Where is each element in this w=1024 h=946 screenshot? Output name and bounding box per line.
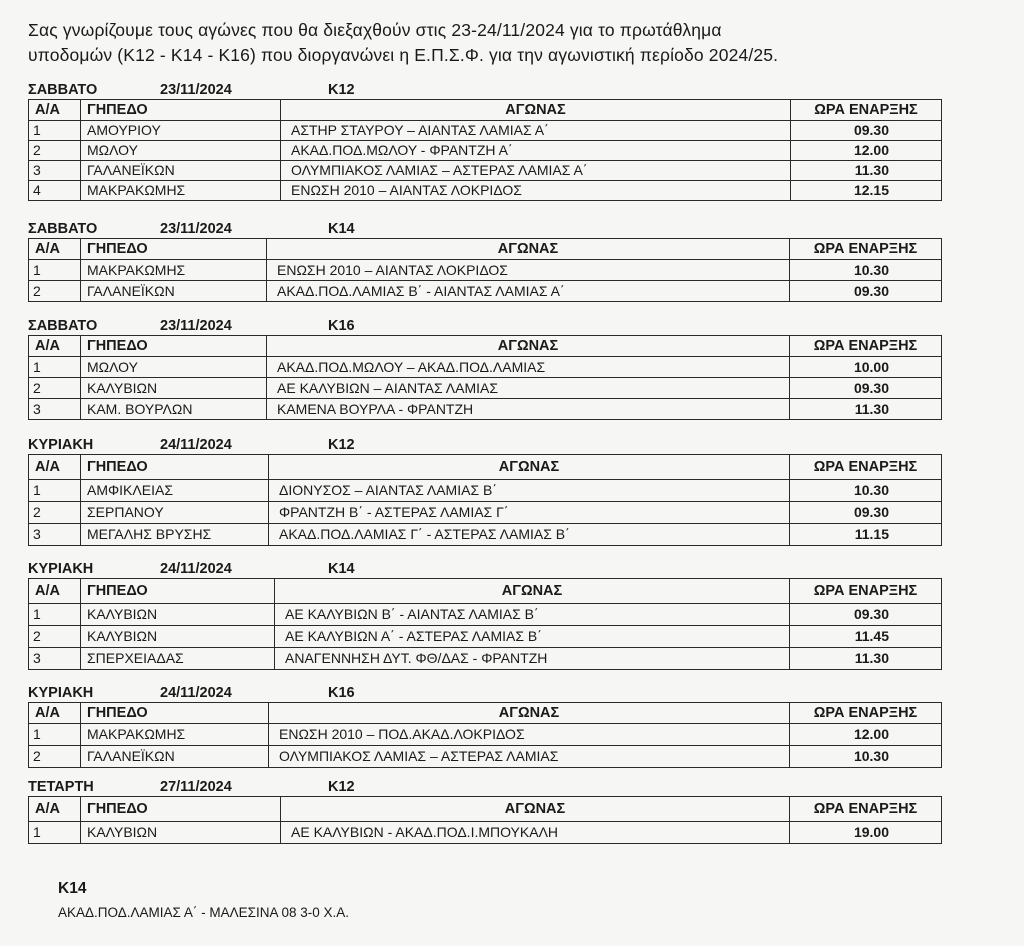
header-match: ΑΓΩΝΑΣ [267, 239, 790, 260]
cell-time: 09.30 [790, 378, 942, 399]
table-row [29, 480, 942, 502]
header-time: ΩΡΑ ΕΝΑΡΞΗΣ [790, 703, 942, 724]
section-heading [28, 561, 941, 578]
table-row [29, 746, 942, 768]
cell-stadium: ΜΩΛΟΥ [81, 357, 267, 378]
section-cat: Κ12 [328, 82, 355, 98]
notes-category: Κ14 [58, 880, 87, 897]
section-heading [28, 685, 941, 702]
section-cat: Κ12 [328, 437, 355, 453]
cell-match: ΑΚΑΔ.ΠΟΔ.ΛΑΜΙΑΣ Γ΄ - ΑΣΤΕΡΑΣ ΛΑΜΙΑΣ Β΄ [269, 524, 790, 546]
table-row [29, 626, 942, 648]
table-row [29, 378, 942, 399]
table-row [29, 399, 942, 420]
header-aa: Α/Α [29, 100, 81, 121]
cell-aa: 1 [29, 357, 81, 378]
section-cat: Κ14 [328, 221, 355, 237]
cell-time: 10.30 [790, 480, 942, 502]
header-stadium: ΓΗΠΕΔΟ [81, 239, 267, 260]
cell-stadium: ΜΩΛΟΥ [81, 141, 281, 161]
cell-time: 11.45 [790, 626, 942, 648]
header-aa: Α/Α [29, 797, 81, 822]
cell-stadium: ΑΜΦΙΚΛΕΙΑΣ [81, 480, 269, 502]
intro-line-1: Σας γνωρίζουμε τους αγώνες που θα διεξαχθούν στις 23-24/11/2024 για το πρωτάθλημα [28, 20, 722, 40]
table-row [29, 648, 942, 670]
cell-time: 09.30 [790, 604, 942, 626]
table-row [29, 121, 942, 141]
section-heading [28, 437, 941, 454]
table-row [29, 181, 942, 201]
section-cat: Κ14 [328, 561, 355, 577]
cell-time: 11.30 [790, 399, 942, 420]
schedule-table [28, 238, 942, 302]
cell-match: ΑΕ ΚΑΛΥΒΙΩΝ - ΑΚΑΔ.ΠΟΔ.Ι.ΜΠΟΥΚΑΛΗ [281, 822, 790, 844]
cell-time: 11.30 [790, 648, 942, 670]
cell-match: ΕΝΩΣΗ 2010 – ΑΙΑΝΤΑΣ ΛΟΚΡΙΔΟΣ [281, 181, 791, 201]
table-row [29, 141, 942, 161]
schedule-table [28, 578, 942, 670]
header-aa: Α/Α [29, 336, 81, 357]
cell-stadium: ΚΑΛΥΒΙΩΝ [81, 626, 275, 648]
section-4 [28, 437, 941, 546]
table-header-row [29, 703, 942, 724]
schedule-table [28, 454, 942, 546]
cell-stadium: ΜΑΚΡΑΚΩΜΗΣ [81, 724, 269, 746]
cell-time: 10.30 [790, 260, 942, 281]
cell-aa: 3 [29, 399, 81, 420]
table-row [29, 724, 942, 746]
cell-match: ΑΚΑΔ.ΠΟΔ.ΛΑΜΙΑΣ Β΄ - ΑΙΑΝΤΑΣ ΛΑΜΙΑΣ Α΄ [267, 281, 790, 302]
section-date: 24/11/2024 [160, 561, 232, 577]
section-cat: Κ16 [328, 318, 355, 334]
cell-time: 19.00 [790, 822, 942, 844]
cell-stadium: ΣΕΡΠΑΝΟΥ [81, 502, 269, 524]
cell-match: ΑΚΑΔ.ΠΟΔ.ΜΩΛΟΥ - ΦΡΑΝΤΖΗ Α΄ [281, 141, 791, 161]
header-aa: Α/Α [29, 579, 81, 604]
cell-stadium: ΚΑΛΥΒΙΩΝ [81, 822, 281, 844]
section-day: ΤΕΤΑΡΤΗ [28, 779, 94, 795]
cell-time: 11.30 [791, 161, 942, 181]
header-time: ΩΡΑ ΕΝΑΡΞΗΣ [790, 455, 942, 480]
cell-match: ΑΣΤΗΡ ΣΤΑΥΡΟΥ – ΑΙΑΝΤΑΣ ΛΑΜΙΑΣ Α΄ [281, 121, 791, 141]
cell-aa: 2 [29, 626, 81, 648]
notes-result: ΑΚΑΔ.ΠΟΔ.ΛΑΜΙΑΣ Α΄ - ΜΑΛΕΣΙΝΑ 08 3-0 Χ.Α. [58, 905, 350, 920]
cell-match: ΚΑΜΕΝΑ ΒΟΥΡΛΑ - ΦΡΑΝΤΖΗ [267, 399, 790, 420]
cell-aa: 2 [29, 502, 81, 524]
intro-text [28, 18, 993, 68]
cell-aa: 2 [29, 141, 81, 161]
section-day: ΚΥΡΙΑΚΗ [28, 437, 94, 453]
cell-match: ΑΕ ΚΑΛΥΒΙΩΝ Α΄ - ΑΣΤΕΡΑΣ ΛΑΜΙΑΣ Β΄ [275, 626, 790, 648]
header-aa: Α/Α [29, 455, 81, 480]
table-header-row [29, 455, 942, 480]
table-row [29, 502, 942, 524]
cell-match: ΑΚΑΔ.ΠΟΔ.ΜΩΛΟΥ – ΑΚΑΔ.ΠΟΔ.ΛΑΜΙΑΣ [267, 357, 790, 378]
header-aa: Α/Α [29, 239, 81, 260]
section-heading [28, 82, 941, 99]
header-stadium: ΓΗΠΕΔΟ [81, 455, 269, 480]
section-date: 24/11/2024 [160, 685, 232, 701]
section-7 [28, 779, 941, 844]
schedule-table [28, 99, 942, 201]
table-row [29, 260, 942, 281]
header-time: ΩΡΑ ΕΝΑΡΞΗΣ [790, 239, 942, 260]
table-row [29, 161, 942, 181]
cell-match: ΔΙΟΝΥΣΟΣ – ΑΙΑΝΤΑΣ ΛΑΜΙΑΣ Β΄ [269, 480, 790, 502]
section-5 [28, 561, 941, 670]
cell-stadium: ΣΠΕΡΧΕΙΑΔΑΣ [81, 648, 275, 670]
cell-time: 09.30 [790, 502, 942, 524]
table-header-row [29, 336, 942, 357]
section-date: 23/11/2024 [160, 318, 232, 334]
header-aa: Α/Α [29, 703, 81, 724]
cell-aa: 4 [29, 181, 81, 201]
cell-time: 09.30 [790, 281, 942, 302]
cell-match: ΕΝΩΣΗ 2010 – ΠΟΔ.ΑΚΑΔ.ΛΟΚΡΙΔΟΣ [269, 724, 790, 746]
header-match: ΑΓΩΝΑΣ [269, 703, 790, 724]
table-header-row [29, 579, 942, 604]
section-date: 23/11/2024 [160, 221, 232, 237]
cell-stadium: ΑΜΟΥΡΙΟΥ [81, 121, 281, 141]
header-stadium: ΓΗΠΕΔΟ [81, 336, 267, 357]
table-row [29, 822, 942, 844]
section-6 [28, 685, 941, 768]
header-match: ΑΓΩΝΑΣ [275, 579, 790, 604]
table-row [29, 524, 942, 546]
header-stadium: ΓΗΠΕΔΟ [81, 797, 281, 822]
cell-stadium: ΓΑΛΑΝΕΪΚΩΝ [81, 161, 281, 181]
section-3 [28, 318, 941, 420]
cell-aa: 1 [29, 604, 81, 626]
header-time: ΩΡΑ ΕΝΑΡΞΗΣ [791, 100, 942, 121]
schedule-table [28, 796, 942, 844]
header-time: ΩΡΑ ΕΝΑΡΞΗΣ [790, 336, 942, 357]
cell-time: 10.30 [790, 746, 942, 768]
section-day: ΣΑΒΒΑΤΟ [28, 82, 98, 98]
cell-aa: 2 [29, 746, 81, 768]
cell-match: ΕΝΩΣΗ 2010 – ΑΙΑΝΤΑΣ ΛΟΚΡΙΔΟΣ [267, 260, 790, 281]
section-heading [28, 779, 941, 796]
cell-stadium: ΜΑΚΡΑΚΩΜΗΣ [81, 260, 267, 281]
cell-aa: 2 [29, 378, 81, 399]
header-time: ΩΡΑ ΕΝΑΡΞΗΣ [790, 579, 942, 604]
cell-stadium: ΜΕΓΑΛΗΣ ΒΡΥΣΗΣ [81, 524, 269, 546]
cell-aa: 2 [29, 281, 81, 302]
section-heading [28, 318, 941, 335]
cell-aa: 1 [29, 822, 81, 844]
cell-stadium: ΚΑΛΥΒΙΩΝ [81, 378, 267, 399]
section-day: ΣΑΒΒΑΤΟ [28, 318, 98, 334]
header-match: ΑΓΩΝΑΣ [267, 336, 790, 357]
cell-stadium: ΚΑΜ. ΒΟΥΡΛΩΝ [81, 399, 267, 420]
table-header-row [29, 100, 942, 121]
cell-aa: 3 [29, 648, 81, 670]
header-match: ΑΓΩΝΑΣ [269, 455, 790, 480]
section-cat: Κ16 [328, 685, 355, 701]
table-header-row [29, 797, 942, 822]
header-match: ΑΓΩΝΑΣ [281, 797, 790, 822]
section-day: ΚΥΡΙΑΚΗ [28, 561, 94, 577]
cell-match: ΑΝΑΓΕΝΝΗΣΗ ΔΥΤ. ΦΘ/ΔΑΣ - ΦΡΑΝΤΖΗ [275, 648, 790, 670]
header-stadium: ΓΗΠΕΔΟ [81, 579, 275, 604]
cell-aa: 1 [29, 121, 81, 141]
cell-time: 12.00 [790, 724, 942, 746]
table-row [29, 357, 942, 378]
header-stadium: ΓΗΠΕΔΟ [81, 703, 269, 724]
section-heading [28, 221, 941, 238]
section-day: ΚΥΡΙΑΚΗ [28, 685, 94, 701]
cell-stadium: ΓΑΛΑΝΕΪΚΩΝ [81, 746, 269, 768]
cell-stadium: ΓΑΛΑΝΕΪΚΩΝ [81, 281, 267, 302]
section-1 [28, 82, 941, 201]
header-match: ΑΓΩΝΑΣ [281, 100, 791, 121]
cell-time: 11.15 [790, 524, 942, 546]
cell-time: 12.15 [791, 181, 942, 201]
cell-match: ΦΡΑΝΤΖΗ Β΄ - ΑΣΤΕΡΑΣ ΛΑΜΙΑΣ Γ΄ [269, 502, 790, 524]
cell-match: ΟΛΥΜΠΙΑΚΟΣ ΛΑΜΙΑΣ – ΑΣΤΕΡΑΣ ΛΑΜΙΑΣ Α΄ [281, 161, 791, 181]
cell-stadium: ΚΑΛΥΒΙΩΝ [81, 604, 275, 626]
intro-line-2: υποδομών (Κ12 - Κ14 - Κ16) που διοργανώνει η Ε.Π.Σ.Φ. για την αγωνιστική περίοδο 2024/25. [28, 45, 779, 65]
section-date: 23/11/2024 [160, 82, 232, 98]
table-row [29, 604, 942, 626]
schedule-table [28, 335, 942, 420]
section-2 [28, 221, 941, 302]
cell-time: 10.00 [790, 357, 942, 378]
cell-aa: 1 [29, 480, 81, 502]
cell-stadium: ΜΑΚΡΑΚΩΜΗΣ [81, 181, 281, 201]
section-cat: Κ12 [328, 779, 355, 795]
cell-aa: 1 [29, 724, 81, 746]
schedule-table [28, 702, 942, 768]
cell-aa: 3 [29, 161, 81, 181]
header-time: ΩΡΑ ΕΝΑΡΞΗΣ [790, 797, 942, 822]
cell-match: ΑΕ ΚΑΛΥΒΙΩΝ Β΄ - ΑΙΑΝΤΑΣ ΛΑΜΙΑΣ Β΄ [275, 604, 790, 626]
section-date: 24/11/2024 [160, 437, 232, 453]
table-row [29, 281, 942, 302]
cell-aa: 1 [29, 260, 81, 281]
cell-aa: 3 [29, 524, 81, 546]
section-date: 27/11/2024 [160, 779, 232, 795]
notes [58, 880, 349, 920]
cell-time: 12.00 [791, 141, 942, 161]
cell-match: ΑΕ ΚΑΛΥΒΙΩΝ – ΑΙΑΝΤΑΣ ΛΑΜΙΑΣ [267, 378, 790, 399]
table-header-row [29, 239, 942, 260]
header-stadium: ΓΗΠΕΔΟ [81, 100, 281, 121]
cell-time: 09.30 [791, 121, 942, 141]
cell-match: ΟΛΥΜΠΙΑΚΟΣ ΛΑΜΙΑΣ – ΑΣΤΕΡΑΣ ΛΑΜΙΑΣ [269, 746, 790, 768]
section-day: ΣΑΒΒΑΤΟ [28, 221, 98, 237]
